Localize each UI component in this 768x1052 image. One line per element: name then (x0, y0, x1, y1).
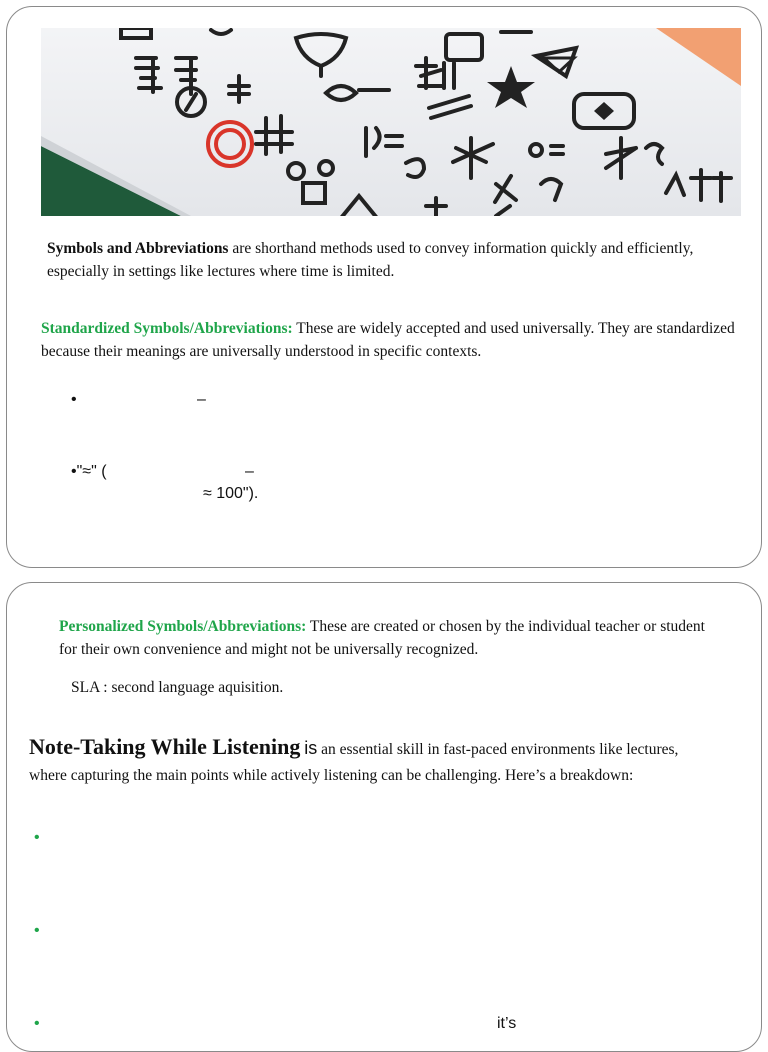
partial-text: it’s (497, 1015, 517, 1032)
note-taking-text: an essential skill in fast-paced environments like lectures, where capturing the main points while actively listening can be challenging. Here’s a breakdown: (29, 741, 679, 784)
bullet-2-start: •"≈" ( (71, 463, 107, 480)
personalized-paragraph (59, 615, 709, 661)
bullet-1: • (71, 391, 77, 408)
personalized-text: These are created or chosen by the individual teacher or student for their own convenience and might not be universally recognized. (59, 618, 705, 658)
heading-is: is (304, 738, 318, 758)
green-bullet-1: • (34, 829, 40, 846)
intro-term: Symbols and Abbreviations (47, 240, 229, 257)
slide-1 (6, 6, 762, 568)
note-taking-paragraph (29, 734, 719, 789)
note-taking-heading: Note-Taking While Listening (29, 734, 301, 759)
symbols-photo (41, 28, 741, 216)
example-text: SLA : second language aquisition. (71, 679, 284, 696)
symbols-illustration (41, 28, 741, 216)
standardized-paragraph (41, 317, 741, 363)
standardized-term: Standardized Symbols/Abbreviations: (41, 320, 293, 337)
standardized-text: These are widely accepted and used universally. They are standardized because their meanings are universally understood in specific contexts. (41, 320, 735, 360)
bullet-1-dash: – (197, 391, 206, 408)
intro-text: are shorthand methods used to convey information quickly and efficiently, especially in settings like lectures where time is limited. (47, 240, 694, 280)
slide-2 (6, 582, 762, 1052)
intro-paragraph (47, 237, 747, 283)
bullet-2-end: ≈ 100"). (203, 485, 259, 502)
bullet-2-dash: – (245, 463, 254, 480)
green-bullet-2: • (34, 922, 40, 939)
personalized-term: Personalized Symbols/Abbreviations: (59, 618, 307, 635)
green-bullet-3: • (34, 1015, 40, 1032)
